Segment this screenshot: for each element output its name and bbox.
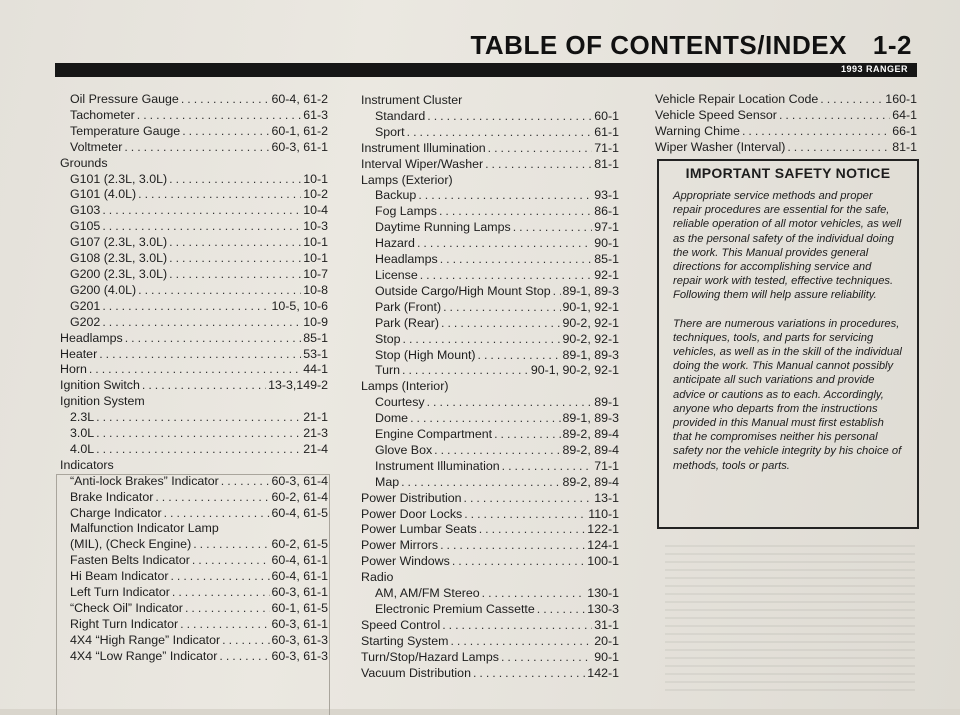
index-entry xyxy=(60,553,328,569)
entry-label: 4X4 “Low Range” Indicator xyxy=(70,648,218,663)
entry-page: 10-9 xyxy=(303,314,328,329)
notice-paragraph: There are numerous variations in procedures, techniques, tools, and parts for servicing vehicles, as well as in the skill of the individual doing the work. This Manual cannot possibly anticipate all such variations and provide advice or cautions as to each. Accordingly, anyone who departs from the instructions provided in this Manual must first establish that he compromises neither his personal safety nor the vehicle integrity by his choice of methods, tools or parts. xyxy=(673,317,902,472)
leader-dots xyxy=(452,554,585,570)
index-entry xyxy=(60,92,328,108)
index-entry xyxy=(60,649,328,665)
index-entry xyxy=(60,617,328,633)
leader-dots xyxy=(102,315,301,331)
entry-label: G101 (2.3L, 3.0L) xyxy=(70,171,168,186)
header-rule xyxy=(55,63,917,77)
entry-page: 10-3 xyxy=(303,219,328,234)
entry-page: 71-1 xyxy=(594,458,619,473)
leader-dots xyxy=(443,300,560,316)
leader-dots xyxy=(464,507,586,523)
entry-label: Stop (High Mount) xyxy=(375,347,476,362)
leader-dots xyxy=(193,537,269,553)
entry-label: Power Distribution xyxy=(361,490,462,505)
index-heading: Indicators xyxy=(60,457,114,472)
index-entry xyxy=(60,187,328,203)
entry-page: 90-1, 92-1 xyxy=(562,299,619,314)
index-entry xyxy=(361,363,619,379)
leader-dots xyxy=(102,219,301,235)
entry-label: 2.3L xyxy=(70,410,95,425)
index-entry xyxy=(361,236,619,252)
leader-dots xyxy=(482,586,586,602)
leader-dots xyxy=(494,427,560,443)
index-entry xyxy=(361,538,619,554)
index-column-3 xyxy=(655,92,917,156)
index-column-2 xyxy=(361,93,619,682)
leader-dots xyxy=(137,108,301,124)
index-entry xyxy=(60,203,328,219)
index-entry xyxy=(60,347,328,363)
index-entry xyxy=(60,585,328,601)
entry-page: 60-4, 61-1 xyxy=(271,569,328,584)
entry-page: 21-3 xyxy=(303,426,328,441)
entry-page: 21-4 xyxy=(303,441,328,456)
entry-page: 60-3, 61-1 xyxy=(271,139,328,154)
entry-page: 81-1 xyxy=(594,156,619,171)
leader-dots xyxy=(418,188,592,204)
entry-page: 97-1 xyxy=(594,220,619,235)
index-entry xyxy=(361,252,619,268)
entry-page: 60-3, 61-4 xyxy=(271,473,328,488)
entry-label: Hi Beam Indicator xyxy=(70,569,169,584)
entry-label: Right Turn Indicator xyxy=(70,616,179,631)
entry-page: 60-1, 61-5 xyxy=(271,601,328,615)
leader-dots xyxy=(138,187,301,203)
entry-page: 60-4, 61-2 xyxy=(271,92,328,106)
entry-page: 85-1 xyxy=(594,252,619,267)
entry-label: G200 (4.0L) xyxy=(70,282,137,297)
leader-dots xyxy=(410,411,560,427)
index-entry xyxy=(361,507,619,523)
index-entry xyxy=(60,219,328,235)
notice-paragraph: Appropriate service methods and proper repair procedures are essential for the safe, reliable operation of all motor vehicles, as well as the personal safety of the individual doing the work. This Manual provides general directions for accomplishing service and repair work with tested, effective techniques. Following them will help assure reliability. xyxy=(673,190,902,302)
leader-dots xyxy=(439,204,592,220)
entry-label: Glove Box xyxy=(375,442,433,457)
entry-label: Turn/Stop/Hazard Lamps xyxy=(361,649,499,664)
index-entry xyxy=(361,459,619,475)
index-entry xyxy=(361,634,619,650)
leader-dots xyxy=(169,172,301,188)
entry-page: 60-1 xyxy=(594,108,619,123)
entry-label: G103 xyxy=(70,203,101,218)
entry-label: G107 (2.3L, 3.0L) xyxy=(70,235,168,250)
leader-dots xyxy=(170,569,269,585)
entry-page: 10-1 xyxy=(303,171,328,186)
entry-page: 13-1 xyxy=(594,490,619,505)
entry-label: Horn xyxy=(60,362,87,377)
entry-label: G202 xyxy=(70,314,101,329)
index-entry xyxy=(361,427,619,443)
index-entry xyxy=(361,411,619,427)
entry-page: 90-1 xyxy=(594,649,619,664)
entry-label: Interval Wiper/Washer xyxy=(361,156,484,171)
leader-dots xyxy=(440,538,585,554)
index-entry xyxy=(60,315,328,331)
entry-page: 66-1 xyxy=(892,123,917,138)
entry-page: 89-2, 89-4 xyxy=(562,474,619,489)
entry-page: 90-1 xyxy=(594,236,619,251)
index-entry xyxy=(361,141,619,157)
entry-page: 10-1 xyxy=(303,251,328,266)
leader-dots xyxy=(142,378,266,394)
entry-page: 160-1 xyxy=(885,92,917,106)
index-entry xyxy=(60,442,328,458)
entry-page: 89-2, 89-4 xyxy=(562,442,619,457)
entry-page: 90-2, 92-1 xyxy=(562,331,619,346)
index-entry xyxy=(60,410,328,426)
index-heading: Malfunction Indicator Lamp xyxy=(70,521,219,536)
entry-page: 60-2, 61-5 xyxy=(271,537,328,552)
leader-dots xyxy=(155,490,269,506)
index-heading: Lamps (Exterior) xyxy=(361,172,453,187)
index-heading: Instrument Cluster xyxy=(361,93,463,107)
leader-dots xyxy=(501,650,592,666)
entry-label: Electronic Premium Cassette xyxy=(375,602,535,616)
entry-label: Power Mirrors xyxy=(361,538,439,553)
entry-label: Speed Control xyxy=(361,617,441,632)
index-entry xyxy=(361,586,619,602)
entry-label: G201 xyxy=(70,298,101,313)
leader-dots xyxy=(427,395,593,411)
entry-label: Starting System xyxy=(361,633,449,648)
entry-page: 124-1 xyxy=(587,538,619,553)
index-entry xyxy=(60,251,328,267)
index-entry xyxy=(361,348,619,364)
leader-dots xyxy=(172,585,270,601)
index-entry xyxy=(361,554,619,570)
leader-dots xyxy=(478,348,561,364)
title-text: TABLE OF CONTENTS/INDEX xyxy=(470,30,847,60)
entry-page: 100-1 xyxy=(587,554,619,569)
entry-page: 89-2, 89-4 xyxy=(562,427,619,442)
entry-label: “Check Oil” Indicator xyxy=(70,601,183,615)
entry-page: 110-1 xyxy=(588,506,619,521)
index-heading: Lamps (Interior) xyxy=(361,379,449,394)
index-entry xyxy=(361,666,619,682)
entry-label: Power Door Locks xyxy=(361,506,463,521)
leader-dots xyxy=(407,125,593,141)
entry-label: Vehicle Speed Sensor xyxy=(655,107,777,122)
model-label: 1993 RANGER xyxy=(840,64,908,74)
bleed-through-texture xyxy=(665,545,915,695)
entry-page: 13-3,149-2 xyxy=(268,378,328,393)
entry-page: 61-3 xyxy=(303,107,328,122)
leader-dots xyxy=(169,251,301,267)
leader-dots xyxy=(96,426,301,442)
entry-page: 61-1 xyxy=(594,124,619,139)
index-entry xyxy=(655,124,917,140)
entry-label: Wiper Washer (Interval) xyxy=(655,139,786,154)
index-entry xyxy=(361,491,619,507)
index-entry xyxy=(655,140,917,156)
index-entry xyxy=(60,108,328,124)
entry-label: Charge Indicator xyxy=(70,505,162,520)
index-entry xyxy=(361,188,619,204)
index-entry xyxy=(60,569,328,585)
entry-label: Headlamps xyxy=(60,330,123,345)
entry-label: License xyxy=(375,267,418,282)
entry-label: Power Lumbar Seats xyxy=(361,522,477,537)
index-entry xyxy=(60,172,328,188)
index-entry xyxy=(60,140,328,156)
entry-label: Vehicle Repair Location Code xyxy=(655,92,819,106)
index-entry xyxy=(60,283,328,299)
index-entry xyxy=(361,220,619,236)
leader-dots xyxy=(442,618,592,634)
entry-page: 53-1 xyxy=(303,346,328,361)
leader-dots xyxy=(96,442,301,458)
entry-page: 93-1 xyxy=(594,188,619,203)
page-title xyxy=(470,30,912,61)
entry-label: (MIL), (Check Engine) xyxy=(70,537,192,552)
index-entry xyxy=(361,475,619,491)
entry-page: 90-2, 92-1 xyxy=(562,315,619,330)
index-entry xyxy=(361,443,619,459)
index-entry xyxy=(361,109,619,125)
entry-page: 10-5, 10-6 xyxy=(271,298,328,313)
leader-dots xyxy=(537,602,586,618)
leader-dots xyxy=(440,252,593,268)
leader-dots xyxy=(89,362,301,378)
index-entry xyxy=(60,235,328,251)
leader-dots xyxy=(417,236,592,252)
index-column-1 xyxy=(60,92,328,665)
leader-dots xyxy=(742,124,890,140)
entry-label: Vacuum Distribution xyxy=(361,665,471,680)
entry-label: Backup xyxy=(375,188,417,203)
leader-dots xyxy=(125,331,302,347)
entry-label: Park (Rear) xyxy=(375,315,440,330)
index-entry xyxy=(361,650,619,666)
entry-label: G101 (4.0L) xyxy=(70,187,137,202)
entry-page: 130-1 xyxy=(587,586,619,601)
entry-page: 122-1 xyxy=(587,522,619,537)
index-entry xyxy=(60,267,328,283)
leader-dots xyxy=(420,268,592,284)
entry-label: Courtesy xyxy=(375,395,425,410)
entry-label: 3.0L xyxy=(70,426,95,441)
entry-label: Heater xyxy=(60,346,98,361)
entry-page: 10-2 xyxy=(303,187,328,202)
leader-dots xyxy=(479,522,586,538)
leader-dots xyxy=(427,109,592,125)
index-entry xyxy=(60,378,328,394)
entry-label: Instrument Illumination xyxy=(361,140,486,155)
entry-page: 20-1 xyxy=(594,633,619,648)
entry-label: Ignition Switch xyxy=(60,378,140,393)
index-entry xyxy=(60,299,328,315)
entry-page: 60-3, 61-3 xyxy=(271,632,328,647)
index-heading: Grounds xyxy=(60,155,108,170)
entry-page: 10-4 xyxy=(303,203,328,218)
entry-page: 130-3 xyxy=(587,602,619,616)
index-entry xyxy=(655,108,917,124)
index-entry xyxy=(361,332,619,348)
entry-label: Stop xyxy=(375,331,401,346)
leader-dots xyxy=(182,124,269,140)
leader-dots xyxy=(401,475,560,491)
index-entry xyxy=(361,268,619,284)
leader-dots xyxy=(553,284,561,300)
entry-page: 64-1 xyxy=(892,107,917,122)
index-entry xyxy=(60,601,328,617)
index-heading: Ignition System xyxy=(60,394,145,409)
entry-page: 89-1, 89-3 xyxy=(562,347,619,362)
entry-label: Headlamps xyxy=(375,252,438,267)
leader-dots xyxy=(502,459,593,475)
leader-dots xyxy=(485,157,592,173)
leader-dots xyxy=(138,283,301,299)
entry-page: 10-7 xyxy=(303,266,328,281)
leader-dots xyxy=(169,235,301,251)
index-entry xyxy=(361,316,619,332)
entry-label: 4X4 “High Range” Indicator xyxy=(70,632,221,647)
index-entry xyxy=(361,602,619,618)
entry-page: 85-1 xyxy=(303,330,328,345)
entry-label: Outside Cargo/High Mount Stop xyxy=(375,283,551,298)
entry-label: Voltmeter xyxy=(70,139,123,154)
entry-label: G105 xyxy=(70,219,101,234)
leader-dots xyxy=(102,203,301,219)
leader-dots xyxy=(96,410,301,426)
entry-label: Daytime Running Lamps xyxy=(375,220,511,235)
index-entry xyxy=(60,474,328,490)
entry-page: 10-8 xyxy=(303,282,328,297)
leader-dots xyxy=(180,617,269,633)
entry-page: 142-1 xyxy=(587,665,619,680)
entry-page: 89-1 xyxy=(594,395,619,410)
entry-label: Standard xyxy=(375,108,426,123)
index-heading: Radio xyxy=(361,570,394,585)
entry-page: 60-1, 61-2 xyxy=(271,123,328,138)
leader-dots xyxy=(169,267,301,283)
entry-label: Temperature Gauge xyxy=(70,123,181,138)
notice-title: IMPORTANT SAFETY NOTICE xyxy=(685,165,891,181)
leader-dots xyxy=(779,108,890,124)
index-entry xyxy=(60,633,328,649)
entry-page: 60-3, 61-1 xyxy=(271,585,328,600)
entry-page: 60-3, 61-1 xyxy=(271,616,328,631)
index-entry xyxy=(60,331,328,347)
entry-label: Engine Compartment xyxy=(375,427,493,442)
entry-label: Power Windows xyxy=(361,554,450,569)
index-entry xyxy=(361,125,619,141)
entry-label: Instrument Illumination xyxy=(375,458,500,473)
leader-dots xyxy=(403,332,561,348)
index-entry xyxy=(60,426,328,442)
entry-label: Hazard xyxy=(375,236,415,251)
index-entry xyxy=(60,506,328,522)
entry-page: 60-3, 61-3 xyxy=(271,648,328,663)
leader-dots xyxy=(181,92,270,108)
leader-dots xyxy=(185,601,270,617)
index-entry xyxy=(60,124,328,140)
leader-dots xyxy=(192,553,270,569)
leader-dots xyxy=(434,443,560,459)
entry-page: 31-1 xyxy=(594,617,619,632)
entry-page: 60-4, 61-1 xyxy=(271,553,328,568)
entry-label: Warning Chime xyxy=(655,123,740,138)
entry-label: Turn xyxy=(375,363,401,378)
leader-dots xyxy=(222,633,269,649)
leader-dots xyxy=(402,363,529,379)
entry-label: AM, AM/FM Stereo xyxy=(375,586,480,601)
entry-label: 4.0L xyxy=(70,441,95,456)
entry-page: 60-4, 61-5 xyxy=(271,505,328,520)
leader-dots xyxy=(450,634,592,650)
entry-page: 60-2, 61-4 xyxy=(271,489,328,504)
entry-page: 86-1 xyxy=(594,204,619,219)
entry-page: 21-1 xyxy=(303,410,328,425)
entry-page: 89-1, 89-3 xyxy=(562,283,619,298)
entry-label: Oil Pressure Gauge xyxy=(70,92,179,106)
entry-label: Tachometer xyxy=(70,107,135,122)
leader-dots xyxy=(124,140,269,156)
index-entry xyxy=(361,300,619,316)
index-entry xyxy=(361,395,619,411)
leader-dots xyxy=(99,347,301,363)
index-entry xyxy=(361,522,619,538)
leader-dots xyxy=(488,141,593,157)
entry-label: Park (Front) xyxy=(375,299,442,314)
entry-page: 81-1 xyxy=(892,139,917,154)
index-entry xyxy=(60,362,328,378)
entry-label: Fog Lamps xyxy=(375,204,437,219)
leader-dots xyxy=(513,220,593,236)
entry-label: Sport xyxy=(375,124,405,139)
index-entry xyxy=(60,490,328,506)
leader-dots xyxy=(464,491,593,507)
leader-dots xyxy=(820,92,883,108)
index-entry xyxy=(60,537,328,553)
index-entry xyxy=(361,204,619,220)
index-entry xyxy=(361,157,619,173)
leader-dots xyxy=(787,140,890,156)
entry-page: 44-1 xyxy=(303,362,328,377)
leader-dots xyxy=(219,649,269,665)
entry-label: Left Turn Indicator xyxy=(70,585,170,600)
leader-dots xyxy=(441,316,560,332)
entry-label: Brake Indicator xyxy=(70,489,154,504)
section-number: 1-2 xyxy=(872,30,912,60)
leader-dots xyxy=(164,506,270,522)
entry-page: 10-1 xyxy=(303,235,328,250)
index-entry xyxy=(361,618,619,634)
entry-page: 71-1 xyxy=(594,140,619,155)
entry-page: 89-1, 89-3 xyxy=(562,411,619,426)
entry-label: “Anti-lock Brakes” Indicator xyxy=(70,473,219,488)
entry-label: Dome xyxy=(375,411,409,426)
index-entry xyxy=(655,92,917,108)
entry-label: Map xyxy=(375,474,400,489)
entry-page: 90-1, 90-2, 92-1 xyxy=(530,363,619,378)
leader-dots xyxy=(473,666,585,682)
entry-label: G200 (2.3L, 3.0L) xyxy=(70,266,168,281)
entry-label: Fasten Belts Indicator xyxy=(70,553,190,568)
leader-dots xyxy=(102,299,269,315)
index-entry xyxy=(361,284,619,300)
entry-page: 92-1 xyxy=(594,267,619,282)
leader-dots xyxy=(221,474,270,490)
safety-notice xyxy=(657,159,919,529)
entry-label: G108 (2.3L, 3.0L) xyxy=(70,251,168,266)
